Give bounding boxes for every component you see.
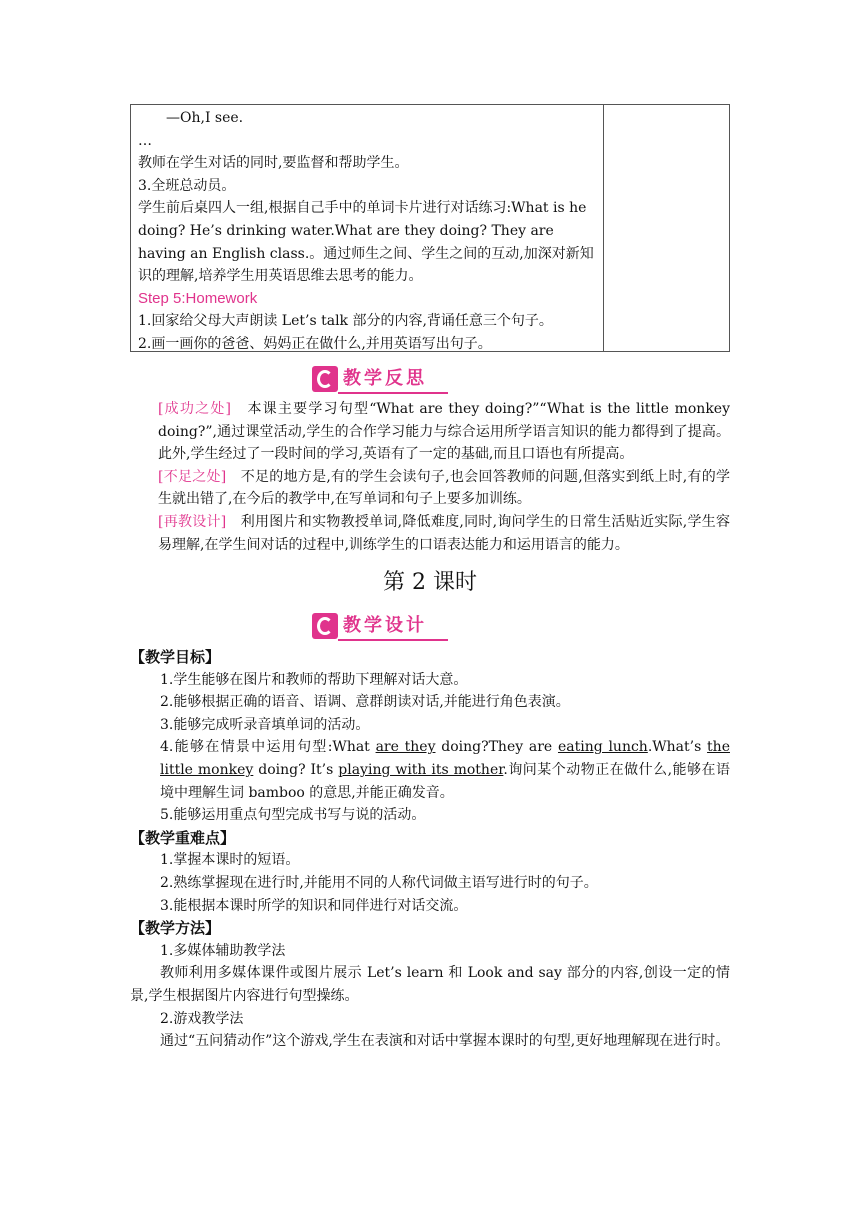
dialog-line: —Oh,I see. [166,110,244,126]
keys-heading: 【教学重难点】 [130,828,236,847]
goal-item-4 [130,736,730,804]
homework-item-2: 2.画一画你的爸爸、妈妈正在做什么,并用英语写出句子。 [138,335,492,352]
goals-heading: 【教学目标】 [130,648,221,666]
banner-underline [338,639,448,641]
reflection-redesign [130,511,730,556]
lesson-title: 第 2 课时 [383,570,477,595]
key-item: 2.熟练掌握现在进行时,并能用不同的人称代词做主语写进行时的句子。 [160,874,598,891]
step5-heading: Step 5:Homework [138,289,258,307]
banner-underline [338,392,448,394]
section-logo-icon [312,613,338,639]
underlined-phrase: eating lunch [557,739,648,756]
whole-class-step: 3.全班总动员。 [138,177,236,194]
table-cell [138,107,600,356]
underlined-phrase: the little monkey [160,739,730,778]
goal4-text: doing? It’s [253,761,339,778]
shortcoming-tag: [不足之处] [158,468,227,485]
key-item: 3.能根据本课时所学的知识和同伴进行对话交流。 [160,897,468,914]
goal4-text: .What’s [647,739,708,756]
success-tag: [成功之处] [158,401,232,417]
reflection-success [130,398,730,466]
section-logo-icon [312,366,338,392]
goal4-text: .询问某个动物正在做什么,能够在语境中理解生词 bamboo 的意思,并能正确发音。 [160,761,730,801]
ellipsis-line: … [138,132,152,149]
underlined-phrase: are they [375,739,436,756]
success-text: 本课主要学习句型“What are they doing?”“What is the little monkey doing?”,通过课堂活动,学生的合作学习能力与综合运用所学语言知识的能力都得到了提高。此外,学生经过了一段时间的学习,英语有了一定的基础,而且口语也有所提高。 [158,401,730,463]
design-section [130,646,730,1053]
goal-item: 2.能够根据正确的语音、语调、意群朗读对话,并能进行角色表演。 [160,694,570,711]
key-item: 1.掌握本课时的短语。 [160,852,300,869]
design-banner-title: 教学设计 [343,615,427,636]
underlined-phrase: playing with its mother [338,761,504,778]
design-banner [312,613,448,639]
method-text: 教师利用多媒体课件或图片展示 Let’s learn 和 Look and say 部分的内容,创设一定的情景,学生根据图片内容进行句型操练。 [130,965,730,1004]
reflection-banner-title: 教学反思 [343,368,427,389]
method-item: 1.多媒体辅助教学法 [160,942,286,959]
goal4-text: doing?They are [435,739,558,756]
reflection-section [130,398,730,556]
lesson-table [130,104,730,352]
redesign-text: 利用图片和实物教授单词,降低难度,同时,询问学生的日常生活贴近实际,学生容易理解,在学生间对话的过程中,训练学生的口语表达能力和运用语言的能力。 [158,513,730,553]
methods-heading: 【教学方法】 [130,919,221,938]
goal-item: 5.能够运用重点句型完成书写与说的活动。 [160,807,426,824]
method-text: 通过“五问猜动作”这个游戏,学生在表演和对话中掌握本课时的句型,更好地理解现在进行时。 [160,1033,730,1050]
reflection-banner [312,366,448,392]
goal-item: 1.学生能够在图片和教师的帮助下理解对话大意。 [160,671,468,688]
reflection-shortcoming [130,466,730,511]
homework-item-1: 1.回家给父母大声朗读 Let’s talk 部分的内容,背诵任意三个句子。 [138,313,553,330]
teacher-note: 教师在学生对话的同时,要监督和帮助学生。 [138,155,409,172]
practice-paragraph: 学生前后桌四人一组,根据自己手中的单词卡片进行对话练习:What is he doing? He’s drinking water.What are they doing? They are having an English class.。通过师生之间、学生之间的互动,加深对新知识的理解,培养学生用英语思维去思考的能力。 [138,200,594,285]
shortcoming-text: 不足的地方是,有的学生会读句子,也会回答教师的问题,但落实到纸上时,有的学生就出错了,在今后的教学中,在写单词和句子上要多加训练。 [158,468,730,508]
table-divider [603,105,604,351]
redesign-tag: [再教设计] [158,513,227,530]
goal-item: 3.能够完成听录音填单词的活动。 [160,716,370,733]
method-item: 2.游戏教学法 [160,1010,244,1027]
goal4-text: 4.能够在情景中运用句型:What [160,739,376,756]
